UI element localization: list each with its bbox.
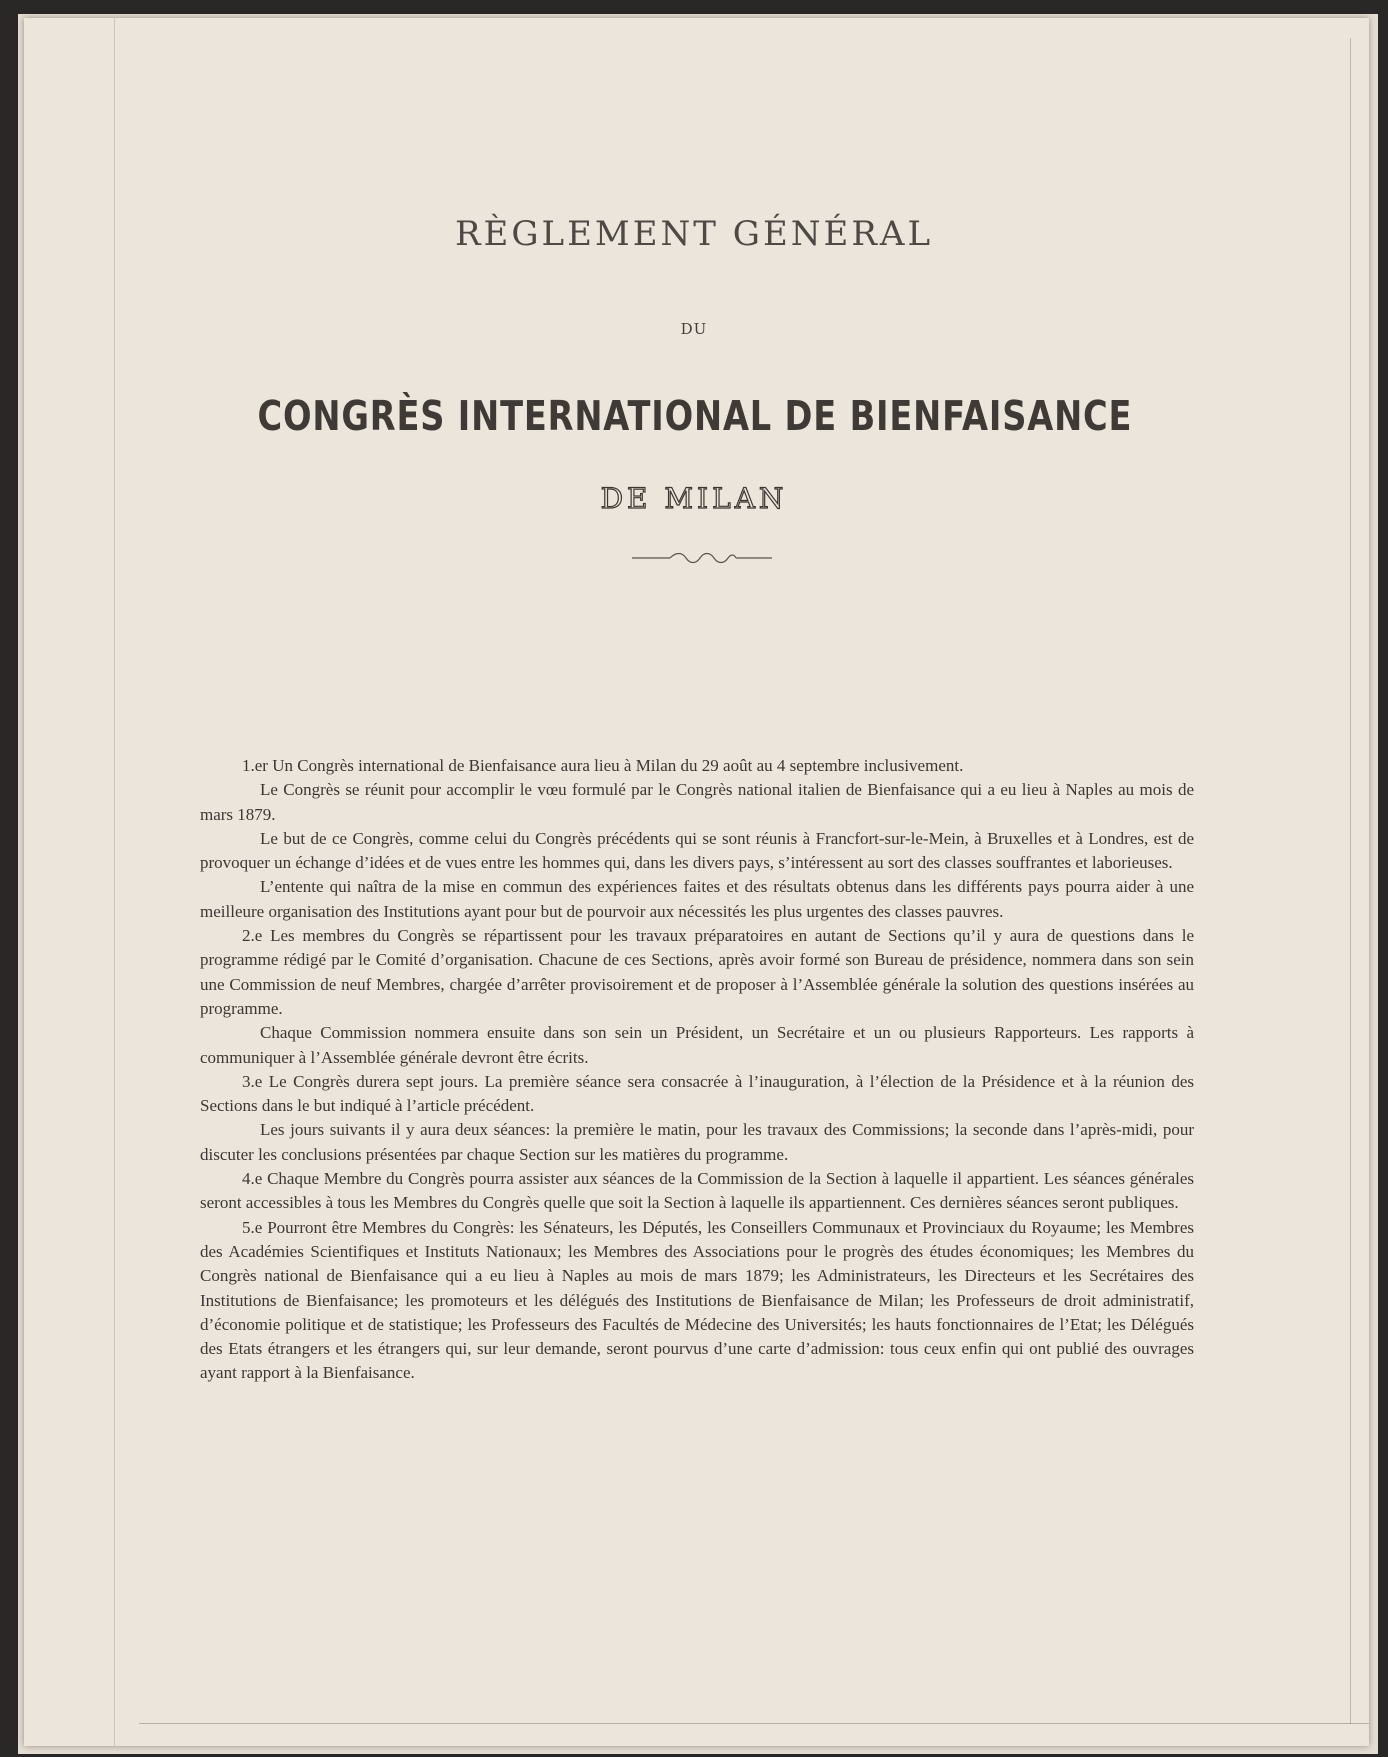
sheet-edge <box>1350 38 1351 1724</box>
article-paragraph <box>200 1167 1194 1216</box>
paragraph-text: Le Congrès durera sept jours. La première séance sera consacrée à l’inauguration, à l’élection de la Présidence et à la réunion des Sections dans le but indiqué à l’article précédent. <box>200 1071 1194 1116</box>
paragraph-text: Chaque Membre du Congrès pourra assister aux séances de la Commission de la Section à laquelle il appartient. Les séances générales seront accessibles à tous les Membres du Congrès quelle que soit la Section à laquelle ils appartiennent. Ces dernières séances seront publiques. <box>200 1169 1194 1213</box>
paragraph <box>200 827 1194 876</box>
paragraph-text: Chaque Commission nommera ensuite dans son sein un Président, un Secrétaire et un ou plusieurs Rapporteurs. Les rapports à communiquer à l’Assemblée générale devront être écrits. <box>200 1023 1194 1067</box>
fold-line <box>114 18 115 1746</box>
flourish-divider-icon <box>632 548 772 568</box>
place-title: DE MILAN <box>600 482 788 515</box>
paragraph-text: Les membres du Congrès se répartissent pour les travaux préparatoires en autant de Sections qu’il y aura de questions dans le programme rédigé par le Comité d’organisation. Chacune de ces Sections, après avoir formé son Bureau de présidence, nommera dans son sein une Commission de neuf Membres, chargée d’arrêter provisoirement et de proposer à l’Assemblée générale la solution des questions insérées au programme. <box>200 926 1195 1018</box>
regulation-body <box>200 754 1194 1386</box>
article-number: 1.er <box>242 756 268 775</box>
article-number: 2.e <box>242 926 263 946</box>
title-du: DU <box>680 320 708 338</box>
paragraph-text: Un Congrès international de Bienfaisance aura lieu à Milan du 29 août au 4 septembre inclusivement. <box>272 756 964 775</box>
paragraph-text: Pourront être Membres du Congrès: les Sénateurs, les Députés, les Conseillers Communaux et Provinciaux du Royaume; les Membres des Académies Scientifiques et Instituts Nationaux; les Membres des Associations pour le progrès des études économiques; les Membres du Congrès national de Bienfaisance qui a eu lieu à Naples au mois de mars 1879; les Administrateurs, les Directeurs et les Secrétaires des Institutions de Bienfaisance; les promoteurs et les délégués des Institutions de Bienfaisance de Milan; les Professeurs de droit administratif, d’économie politique et de statistique; les Professeurs des Facultés de Médecine des Universités; les hauts fonctionnaires de l’Etat; les Délégués des Etats étrangers et les étrangers qui, sur leur demande, seront pourvus d’une carte d’admission: tous ceux enfin qui ont publié des ouvrages ayant rapport à la Bienfaisance. <box>200 1217 1194 1383</box>
article-number: 5.e <box>242 1217 263 1237</box>
paragraph-text: Le but de ce Congrès, comme celui du Congrès précédents qui se sont réunis à Francfort-sur-le-Mein, à Bruxelles et à Londres, est de provoquer un échange d’idées et de vues entre les hommes qui, dans les divers pays, s’intéressent au sort des classes souffrantes et laborieuses. <box>200 828 1194 873</box>
paragraph-text: Le Congrès se réunit pour accomplir le vœu formulé par le Congrès national italien de Bienfaisance qui a eu lieu à Naples au mois de mars 1879. <box>200 780 1194 824</box>
article-number: 3.e <box>242 1071 263 1091</box>
paragraph <box>200 778 1194 827</box>
paragraph-text: L’entente qui naîtra de la mise en commun des expériences faites et des résultats obtenus dans les différents pays pourra aider à une meilleure organisation des Institutions ayant pour but de pourvoir aux nécessités les plus urgentes des classes pauvres. <box>200 877 1194 921</box>
document-title: RÈGLEMENT GÉNÉRAL <box>454 214 934 254</box>
article-paragraph <box>200 1070 1194 1119</box>
article-number: 4.e <box>242 1169 263 1189</box>
article-paragraph <box>200 754 1194 778</box>
article-paragraph <box>200 1216 1194 1386</box>
paragraph-text: Les jours suivants il y aura deux séances: la première le matin, pour les travaux des Commissions; la seconde dans l’après-midi, pour discuter les conclusions présentées par chaque Section sur les matières du programme. <box>200 1120 1194 1164</box>
article-paragraph <box>200 924 1194 1021</box>
paragraph <box>200 1021 1194 1070</box>
paragraph <box>200 1118 1194 1167</box>
congress-title: CONGRÈS INTERNATIONAL DE BIENFAISANCE <box>257 392 1133 440</box>
paragraph <box>200 875 1194 924</box>
sheet-edge <box>139 1723 1369 1724</box>
